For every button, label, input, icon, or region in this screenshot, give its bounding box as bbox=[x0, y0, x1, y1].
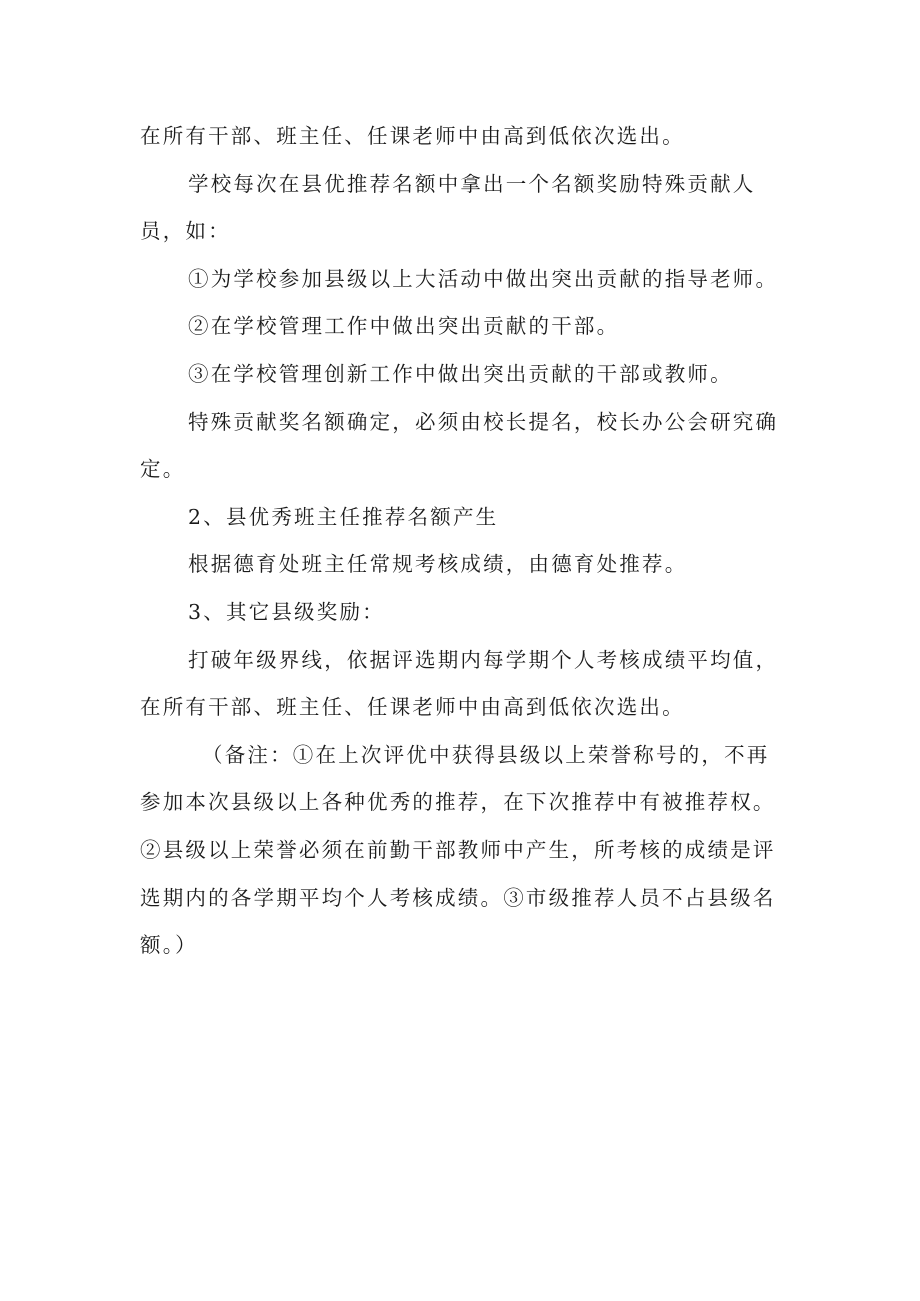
note-line: 额。） bbox=[140, 933, 198, 958]
paragraph-line: 学校每次在县优推荐名额中拿出一个名额奖励特殊贡献人 bbox=[188, 171, 756, 196]
paragraph-line: 打破年级界线，依据评选期内每学期个人考核成绩平均值， bbox=[188, 647, 779, 672]
paragraph-line: 定。 bbox=[140, 457, 186, 482]
paragraph-line: 员，如： bbox=[140, 219, 231, 244]
paragraph-line: ②在学校管理工作中做出突出贡献的干部。 bbox=[188, 314, 620, 339]
note-line: ②县级以上荣誉必须在前勤干部教师中产生，所考核的成绩是评 bbox=[140, 837, 776, 862]
document-body bbox=[140, 113, 800, 970]
paragraph-line: 特殊贡献奖名额确定，必须由校长提名，校长办公会研究确 bbox=[188, 409, 779, 434]
note-line: 参加本次县级以上各种优秀的推荐，在下次推荐中有被推荐权。 bbox=[140, 790, 776, 815]
paragraph-line: 根据德育处班主任常规考核成绩，由德育处推荐。 bbox=[188, 552, 688, 577]
paragraph-line: 在所有干部、班主任、任课老师中由高到低依次选出。 bbox=[140, 695, 685, 720]
section-heading: 2、县优秀班主任推荐名额产生 bbox=[188, 504, 499, 529]
note-line: （备注：①在上次评优中获得县级以上荣誉称号的，不再 bbox=[202, 742, 770, 767]
section-heading: 3、其它县级奖励： bbox=[188, 599, 385, 624]
paragraph-line: 在所有干部、班主任、任课老师中由高到低依次选出。 bbox=[140, 124, 685, 148]
paragraph-line: ①为学校参加县级以上大活动中做出突出贡献的指导老师。 bbox=[188, 266, 779, 291]
note-line: 选期内的各学期平均个人考核成绩。③市级推荐人员不占县级名 bbox=[140, 885, 776, 910]
paragraph-line: ③在学校管理创新工作中做出突出贡献的干部或教师。 bbox=[188, 361, 733, 386]
